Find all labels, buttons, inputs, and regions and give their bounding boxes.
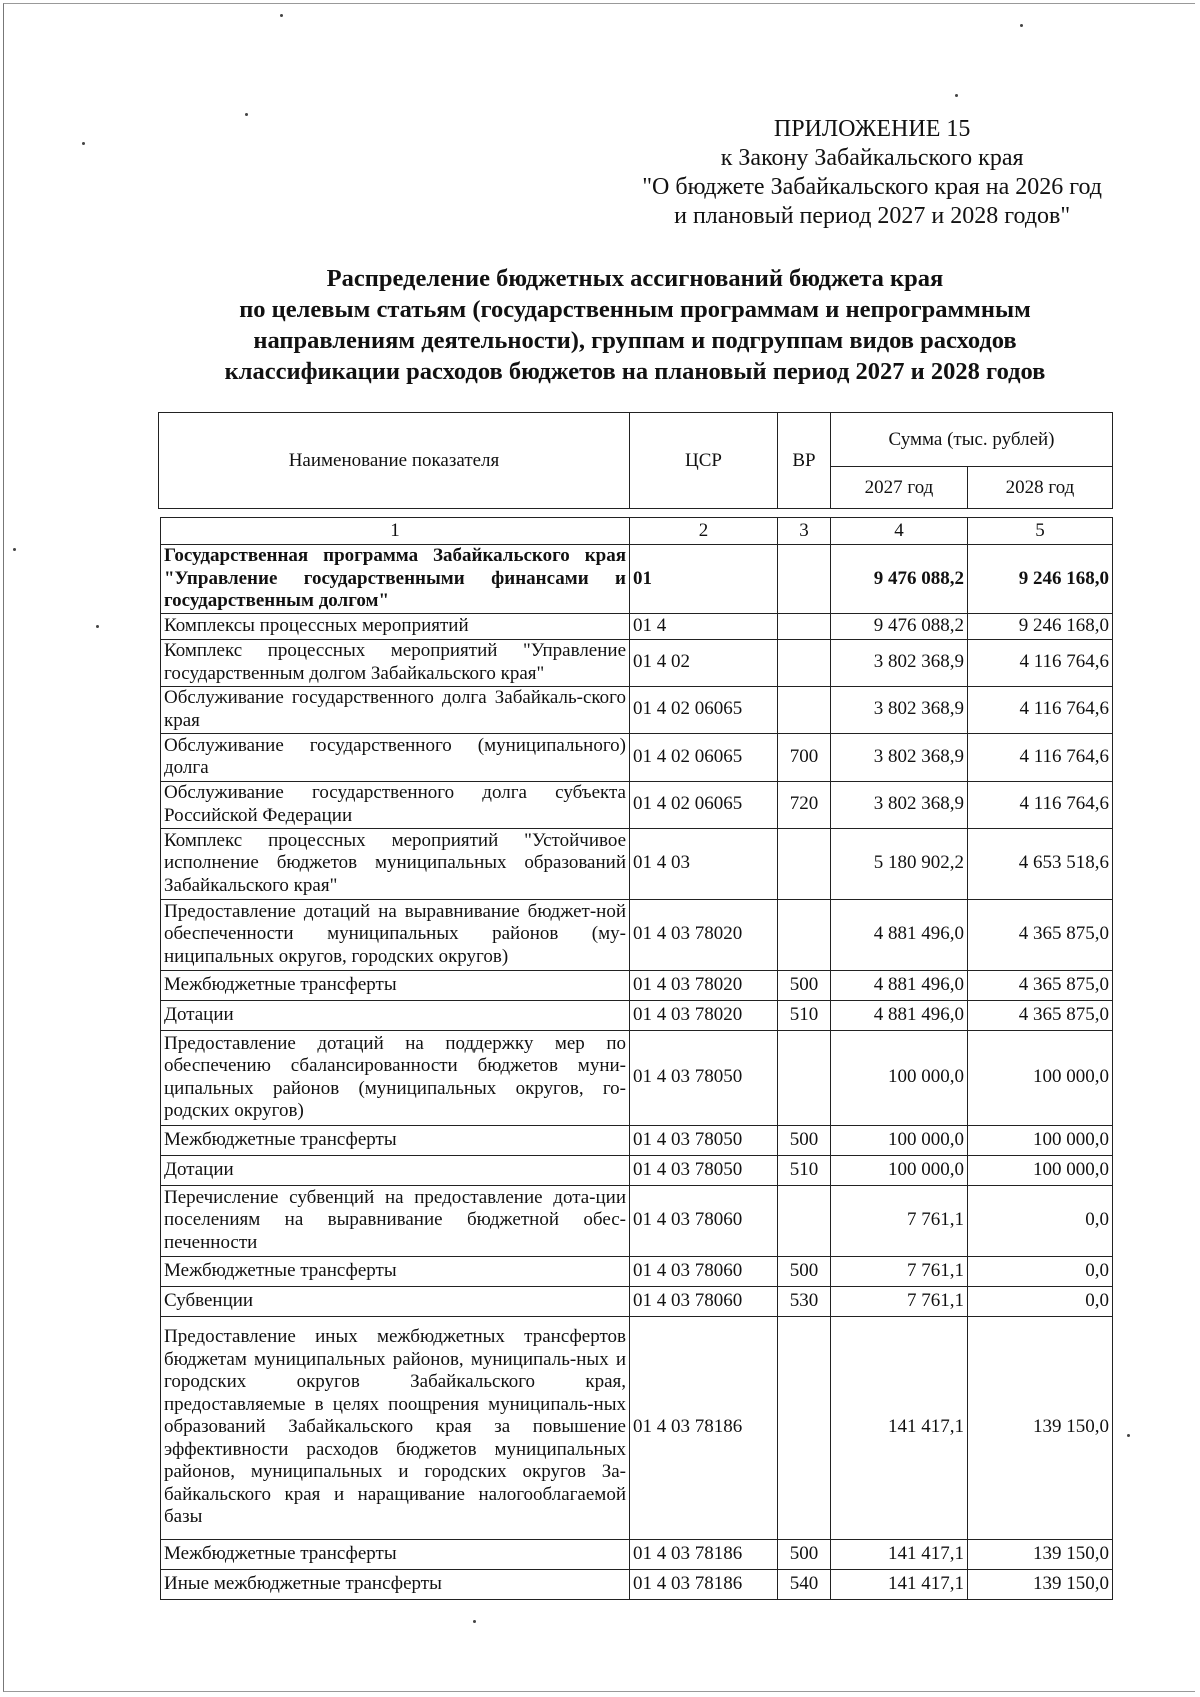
- row-name: Межбюджетные трансферты: [161, 1539, 630, 1569]
- row-amount-2028: 9 246 168,0: [968, 613, 1113, 639]
- index-cell: 4: [831, 518, 968, 545]
- table-row: [161, 545, 1113, 614]
- title-line-1: Распределение бюджетных ассигнований бюджета края: [326, 265, 944, 292]
- row-csr: 01 4 02: [630, 639, 778, 686]
- row-csr: 01 4: [630, 613, 778, 639]
- title-line-4: классификации расходов бюджетов на плановый период 2027 и 2028 годов: [224, 358, 1046, 385]
- table-row: [161, 1125, 1113, 1155]
- header-name: Наименование показателя: [159, 413, 630, 509]
- row-amount-2028: 139 150,0: [968, 1569, 1113, 1599]
- table-row: [161, 639, 1113, 686]
- row-name: Предоставление иных межбюджетных трансфертов бюджетам муниципальных районов, муниципаль-ных и городских округов Забайкальского края, предоставляемые в целях поощрения муниципаль-ных образований Забайкальского края за повышение эффективности расходов бюджетов муниципальных районов, муниципальных и городских округов За-байкальского края и наращивание налогооблагаемой базы: [161, 1316, 630, 1539]
- row-csr: 01 4 03 78050: [630, 1125, 778, 1155]
- row-amount-2027: 4 881 496,0: [831, 1000, 968, 1030]
- header-vr: ВР: [778, 413, 831, 509]
- scan-speck: [96, 625, 99, 628]
- row-amount-2027: 9 476 088,2: [831, 613, 968, 639]
- row-amount-2028: 4 116 764,6: [968, 639, 1113, 686]
- row-vr: 510: [778, 1155, 831, 1185]
- row-amount-2027: 4 881 496,0: [831, 970, 968, 1000]
- row-csr: 01 4 03: [630, 828, 778, 899]
- table-row: [161, 1030, 1113, 1125]
- row-amount-2027: 100 000,0: [831, 1125, 968, 1155]
- scan-speck: [245, 113, 248, 116]
- row-vr: [778, 899, 831, 970]
- row-amount-2028: 4 116 764,6: [968, 733, 1113, 781]
- row-amount-2027: 3 802 368,9: [831, 686, 968, 733]
- table-row: [161, 1569, 1113, 1599]
- row-vr: 500: [778, 1256, 831, 1286]
- row-csr: 01 4 03 78186: [630, 1569, 778, 1599]
- table-row: [161, 1185, 1113, 1256]
- scan-speck: [1127, 1434, 1130, 1437]
- scan-speck: [82, 142, 85, 145]
- table-row: [161, 899, 1113, 970]
- row-vr: [778, 1316, 831, 1539]
- row-amount-2028: 139 150,0: [968, 1539, 1113, 1569]
- index-cell: 1: [161, 518, 630, 545]
- table-row: [161, 686, 1113, 733]
- row-csr: 01 4 03 78186: [630, 1539, 778, 1569]
- table-row: [161, 1155, 1113, 1185]
- row-name: Дотации: [161, 1155, 630, 1185]
- row-amount-2028: 4 365 875,0: [968, 1000, 1113, 1030]
- row-amount-2027: 141 417,1: [831, 1539, 968, 1569]
- budget-table: [160, 517, 1113, 1600]
- row-name: Комплекс процессных мероприятий "Устойчивое исполнение бюджетов муниципальных образований Забайкальского края": [161, 828, 630, 899]
- row-vr: 510: [778, 1000, 831, 1030]
- row-name: Межбюджетные трансферты: [161, 1256, 630, 1286]
- row-amount-2028: 100 000,0: [968, 1125, 1113, 1155]
- row-amount-2028: 4 365 875,0: [968, 970, 1113, 1000]
- row-vr: 500: [778, 1539, 831, 1569]
- scan-speck: [13, 548, 16, 551]
- row-amount-2027: 7 761,1: [831, 1185, 968, 1256]
- index-cell: 3: [778, 518, 831, 545]
- row-amount-2027: 3 802 368,9: [831, 639, 968, 686]
- scan-speck: [1020, 24, 1023, 27]
- row-vr: 530: [778, 1286, 831, 1316]
- row-vr: 500: [778, 970, 831, 1000]
- index-cell: 5: [968, 518, 1113, 545]
- row-csr: 01: [630, 545, 778, 614]
- table-row: [161, 828, 1113, 899]
- table-row: [161, 781, 1113, 828]
- row-name: Комплексы процессных мероприятий: [161, 613, 630, 639]
- row-name: Межбюджетные трансферты: [161, 1125, 630, 1155]
- row-name: Предоставление дотаций на выравнивание бюджет-ной обеспеченности муниципальных районов (му-ниципальных округов, городских округов): [161, 899, 630, 970]
- row-amount-2027: 100 000,0: [831, 1155, 968, 1185]
- row-csr: 01 4 03 78020: [630, 970, 778, 1000]
- row-name: Субвенции: [161, 1286, 630, 1316]
- row-vr: 540: [778, 1569, 831, 1599]
- row-vr: [778, 639, 831, 686]
- row-amount-2027: 9 476 088,2: [831, 545, 968, 614]
- row-amount-2028: 100 000,0: [968, 1155, 1113, 1185]
- scan-speck: [280, 14, 283, 17]
- table-row: [161, 1316, 1113, 1539]
- row-amount-2028: 4 116 764,6: [968, 686, 1113, 733]
- row-vr: 700: [778, 733, 831, 781]
- table-row: [161, 970, 1113, 1000]
- row-vr: 500: [778, 1125, 831, 1155]
- appendix-header: [642, 115, 1102, 231]
- index-cell: 2: [630, 518, 778, 545]
- row-csr: 01 4 03 78060: [630, 1185, 778, 1256]
- header-sum: Сумма (тыс. рублей): [831, 413, 1113, 467]
- table-row: [161, 1000, 1113, 1030]
- header-csr: ЦСР: [630, 413, 778, 509]
- appendix-number: ПРИЛОЖЕНИЕ 15: [773, 116, 971, 142]
- row-name: Иные межбюджетные трансферты: [161, 1569, 630, 1599]
- row-amount-2027: 3 802 368,9: [831, 781, 968, 828]
- row-name: Межбюджетные трансферты: [161, 970, 630, 1000]
- row-name: Комплекс процессных мероприятий "Управление государственным долгом Забайкальского края": [161, 639, 630, 686]
- table-header: [158, 412, 1113, 509]
- row-csr: 01 4 03 78186: [630, 1316, 778, 1539]
- row-name: Обслуживание государственного долга Забайкаль-ского края: [161, 686, 630, 733]
- row-amount-2028: 4 653 518,6: [968, 828, 1113, 899]
- row-vr: [778, 545, 831, 614]
- row-name: Предоставление дотаций на поддержку мер по обеспечению сбалансированности бюджетов муни-ципальных районов (муниципальных округов, го-родских округов): [161, 1030, 630, 1125]
- scan-speck: [473, 1620, 476, 1623]
- table-row: [161, 1286, 1113, 1316]
- row-vr: [778, 828, 831, 899]
- title-line-3: направлениям деятельности), группам и подгруппам видов расходов: [253, 327, 1017, 354]
- row-amount-2027: 141 417,1: [831, 1569, 968, 1599]
- row-name: Государственная программа Забайкальского края "Управление государственными финансами и государственным долгом": [161, 545, 630, 614]
- row-csr: 01 4 02 06065: [630, 733, 778, 781]
- row-amount-2028: 100 000,0: [968, 1030, 1113, 1125]
- row-csr: 01 4 02 06065: [630, 781, 778, 828]
- table-row: [161, 733, 1113, 781]
- row-csr: 01 4 03 78060: [630, 1286, 778, 1316]
- header-2027: 2027 год: [831, 467, 968, 509]
- row-vr: [778, 686, 831, 733]
- row-vr: [778, 1185, 831, 1256]
- row-name: Обслуживание государственного долга субъекта Российской Федерации: [161, 781, 630, 828]
- table-row: [161, 1539, 1113, 1569]
- table-row: [161, 613, 1113, 639]
- row-csr: 01 4 03 78050: [630, 1155, 778, 1185]
- title-line-2: по целевым статьям (государственным программам и непрограммным: [239, 296, 1031, 323]
- row-vr: [778, 1030, 831, 1125]
- row-csr: 01 4 03 78060: [630, 1256, 778, 1286]
- row-amount-2027: 7 761,1: [831, 1286, 968, 1316]
- row-name: Перечисление субвенций на предоставление дота-ции поселениям на выравнивание бюджетной обес-печенности: [161, 1185, 630, 1256]
- row-amount-2027: 3 802 368,9: [831, 733, 968, 781]
- row-name: Обслуживание государственного (муниципального) долга: [161, 733, 630, 781]
- row-amount-2028: 0,0: [968, 1256, 1113, 1286]
- header-2028: 2028 год: [968, 467, 1113, 509]
- appendix-law-title: "О бюджете Забайкальского края на 2026 год: [642, 174, 1102, 200]
- row-vr: 720: [778, 781, 831, 828]
- row-amount-2028: 139 150,0: [968, 1316, 1113, 1539]
- appendix-law-period: и плановый период 2027 и 2028 годов": [674, 203, 1071, 229]
- scan-speck: [955, 94, 958, 97]
- row-amount-2027: 7 761,1: [831, 1256, 968, 1286]
- row-amount-2028: 4 365 875,0: [968, 899, 1113, 970]
- row-csr: 01 4 02 06065: [630, 686, 778, 733]
- index-row: [161, 518, 1113, 545]
- document-title: [120, 263, 1150, 387]
- row-amount-2028: 9 246 168,0: [968, 545, 1113, 614]
- row-amount-2027: 5 180 902,2: [831, 828, 968, 899]
- row-amount-2028: 0,0: [968, 1286, 1113, 1316]
- row-csr: 01 4 03 78020: [630, 1000, 778, 1030]
- row-amount-2028: 4 116 764,6: [968, 781, 1113, 828]
- table-row: [161, 1256, 1113, 1286]
- row-vr: [778, 613, 831, 639]
- row-name: Дотации: [161, 1000, 630, 1030]
- row-amount-2027: 4 881 496,0: [831, 899, 968, 970]
- row-csr: 01 4 03 78020: [630, 899, 778, 970]
- row-amount-2027: 141 417,1: [831, 1316, 968, 1539]
- row-csr: 01 4 03 78050: [630, 1030, 778, 1125]
- row-amount-2028: 0,0: [968, 1185, 1113, 1256]
- row-amount-2027: 100 000,0: [831, 1030, 968, 1125]
- appendix-law-ref: к Закону Забайкальского края: [720, 145, 1024, 171]
